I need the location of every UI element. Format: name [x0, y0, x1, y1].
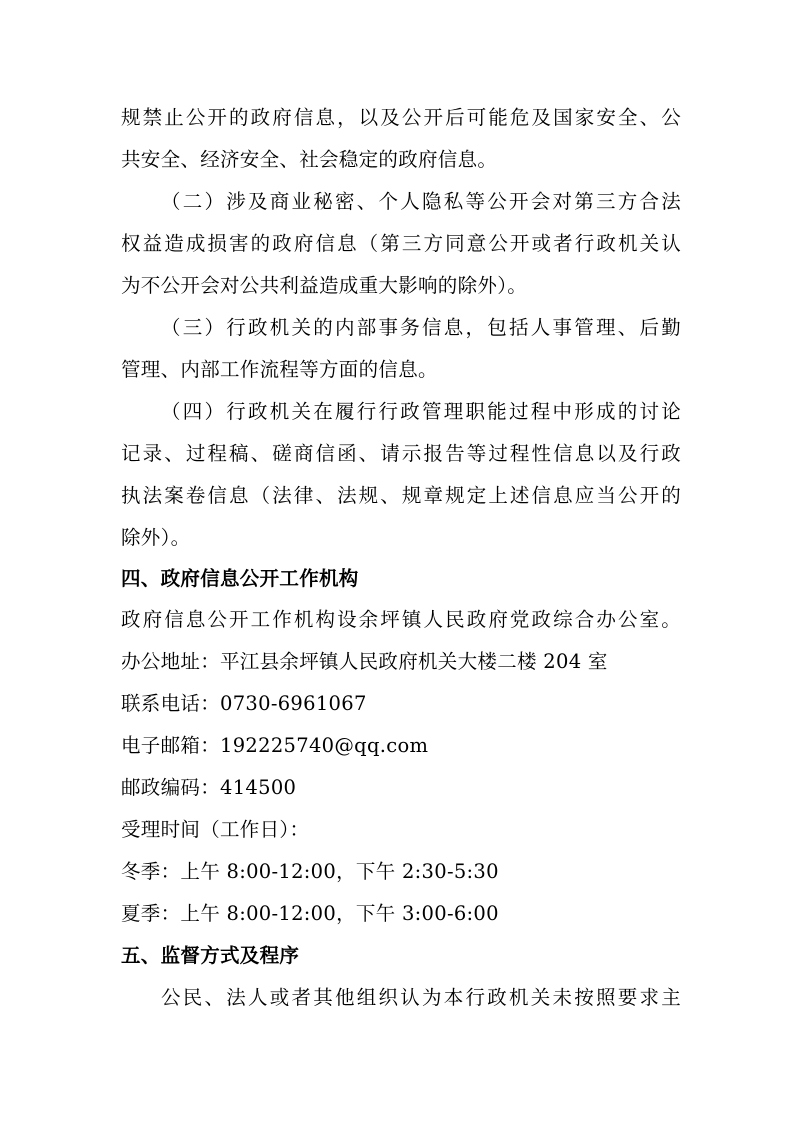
postal-code: 邮政编码：414500 — [121, 776, 297, 799]
winter-hours: 冬季：上午 8:00-12:00，下午 2:30-5:30 — [121, 860, 499, 883]
paragraph-line: 除外）。 — [121, 526, 191, 549]
paragraph-line: 权益造成损害的政府信息（第三方同意公开或者行政机关认 — [121, 232, 681, 255]
service-hours-label: 受理时间（工作日）： — [121, 818, 310, 841]
contact-email: 电子邮箱：192225740@qq.com — [121, 734, 429, 757]
paragraph-line: 记录、过程稿、磋商信函、请示报告等过程性信息以及行政 — [121, 442, 681, 465]
paragraph-line: 规禁止公开的政府信息，以及公开后可能危及国家安全、公 — [121, 106, 681, 129]
paragraph-line: 为不公开会对公共利益造成重大影响的除外）。 — [121, 274, 528, 297]
paragraph-line: 公民、法人或者其他组织认为本行政机关未按照要求主 — [161, 986, 681, 1009]
paragraph-line: 共安全、经济安全、社会稳定的政府信息。 — [121, 148, 498, 171]
summer-hours: 夏季：上午 8:00-12:00，下午 3:00-6:00 — [121, 902, 499, 925]
contact-phone: 联系电话：0730-6961067 — [121, 692, 367, 715]
office-address: 办公地址：平江县余坪镇人民政府机关大楼二楼 204 室 — [121, 650, 608, 673]
paragraph-line: 政府信息公开工作机构设余坪镇人民政府党政综合办公室。 — [121, 608, 681, 631]
section-heading: 五、监督方式及程序 — [121, 944, 300, 967]
paragraph-line: 管理、内部工作流程等方面的信息。 — [121, 358, 438, 381]
paragraph-line: 执法案卷信息（法律、法规、规章规定上述信息应当公开的 — [121, 484, 681, 507]
section-heading: 四、政府信息公开工作机构 — [121, 567, 359, 590]
paragraph-line: （二）涉及商业秘密、个人隐私等公开会对第三方合法 — [161, 190, 681, 213]
paragraph-line: （四）行政机关在履行行政管理职能过程中形成的讨论 — [161, 400, 681, 423]
paragraph-line: （三）行政机关的内部事务信息，包括人事管理、后勤 — [161, 316, 681, 339]
